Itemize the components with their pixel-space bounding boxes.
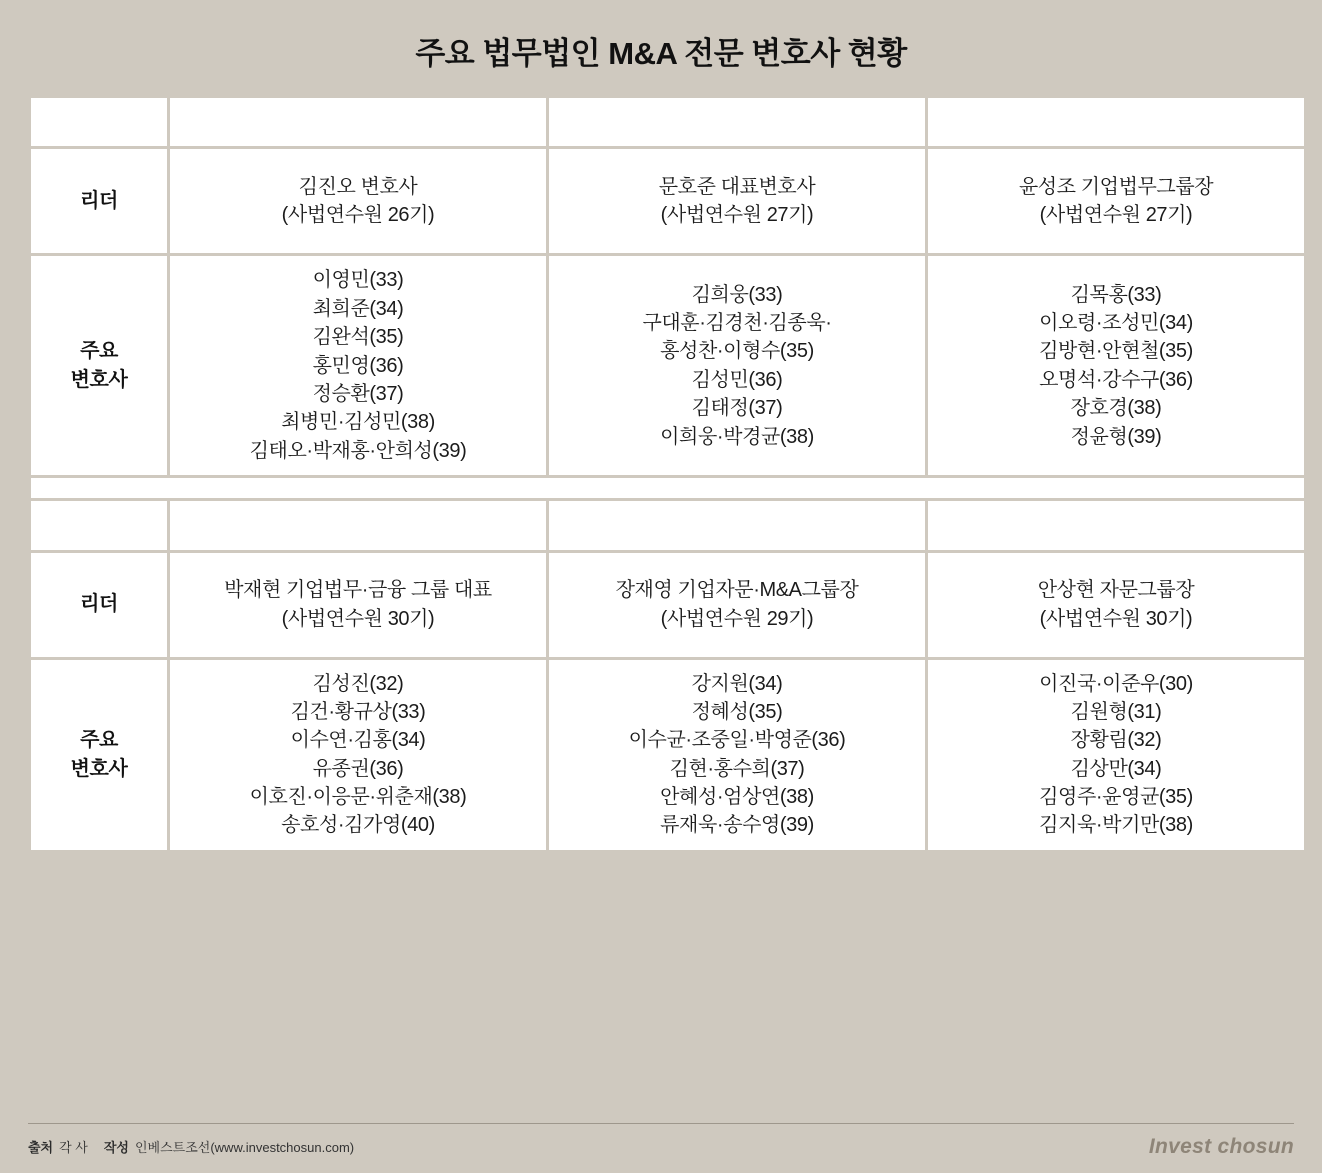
- author-label: 작성: [103, 1140, 129, 1155]
- leader-kimchang: 김진오 변호사 (사법연수원 26기): [170, 149, 546, 253]
- firm-name-taepyungyang: 태평양: [928, 98, 1304, 146]
- firm-header-label-2: 법무법인: [31, 501, 167, 549]
- row-label-leader-2: 리더: [31, 553, 167, 657]
- source-line: [28, 1137, 354, 1156]
- lawyer-table: [28, 95, 1307, 853]
- row-label-lawyers-1: 주요 변호사: [31, 256, 167, 475]
- footer: [28, 1123, 1294, 1163]
- firm-name-yulchon: 율촌: [170, 501, 546, 549]
- leader-hwawoo: 안상현 자문그룹장 (사법연수원 30기): [928, 553, 1304, 657]
- table-row: [31, 149, 1304, 253]
- page-title: 주요 법무법인 M&A 전문 변호사 현황: [415, 36, 907, 71]
- firm-name-kimchang: 김앤장: [170, 98, 546, 146]
- brand-logo: Invest chosun: [1148, 1134, 1294, 1158]
- firm-name-kwangjang: 광장: [549, 98, 925, 146]
- leader-yulchon: 박재현 기업법무·금융 그룹 대표 (사법연수원 30기): [170, 553, 546, 657]
- firm-header-label-1: 법무법인: [31, 98, 167, 146]
- block-separator: [31, 478, 1304, 498]
- lawyers-kimchang: 이영민(33) 최희준(34) 김완석(35) 홍민영(36) 정승환(37) 최병민·김성민(38) 김태오·박재홍·안희성(39): [170, 256, 546, 475]
- lawyers-kwangjang: 김희웅(33) 구대훈·김경천·김종욱· 홍성찬·이형수(35) 김성민(36) 김태정(37) 이희웅·박경균(38): [549, 256, 925, 475]
- lawyers-sejong: 강지원(34) 정혜성(35) 이수균·조중일·박영준(36) 김현·홍수희(37) 안혜성·엄상연(38) 류재욱·송수영(39): [549, 660, 925, 850]
- source-label: 출처: [28, 1140, 54, 1155]
- firm-name-hwawoo: 화우: [928, 501, 1304, 549]
- lawyers-yulchon: 김성진(32) 김건·황규상(33) 이수연·김홍(34) 유종권(36) 이호진·이응문·위춘재(38) 송호성·김가영(40): [170, 660, 546, 850]
- table-row: [31, 553, 1304, 657]
- author-value: 인베스트조선(www.investchosun.com): [134, 1140, 355, 1155]
- table-row: [31, 256, 1304, 475]
- leader-sejong: 장재영 기업자문·M&A그룹장 (사법연수원 29기): [549, 553, 925, 657]
- row-label-leader-1: 리더: [31, 149, 167, 253]
- leader-taepyungyang: 윤성조 기업법무그룹장 (사법연수원 27기): [928, 149, 1304, 253]
- table-row: [31, 98, 1304, 146]
- firm-name-sejong: 세종: [549, 501, 925, 549]
- table-row: [31, 660, 1304, 850]
- source-value: 각 사: [59, 1140, 88, 1155]
- lawyers-taepyungyang: 김목홍(33) 이오령·조성민(34) 김방현·안현철(35) 오명석·강수구(36) 장호경(38) 정윤형(39): [928, 256, 1304, 475]
- table-row: [31, 501, 1304, 549]
- lawyers-hwawoo: 이진국·이준우(30) 김원형(31) 장황림(32) 김상만(34) 김영주·윤영균(35) 김지욱·박기만(38): [928, 660, 1304, 850]
- row-label-lawyers-2: 주요 변호사: [31, 660, 167, 850]
- leader-kwangjang: 문호준 대표변호사 (사법연수원 27기): [549, 149, 925, 253]
